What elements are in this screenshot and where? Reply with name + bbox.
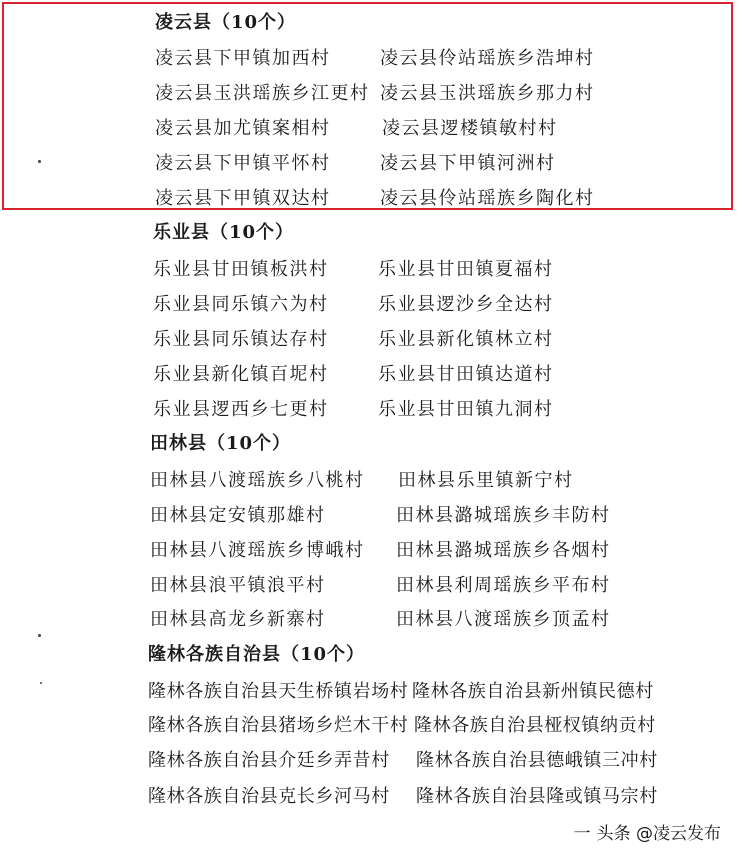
section-title-longlin: 隆林各族自治县（10个）	[148, 644, 366, 665]
village-item: 隆林各族自治县隆或镇马宗村	[416, 786, 658, 807]
village-item: 乐业县同乐镇六为村	[153, 294, 329, 315]
village-item: 凌云县下甲镇加西村	[155, 48, 331, 69]
village-item: 凌云县加尤镇案相村	[155, 118, 331, 139]
watermark-dash: 一	[573, 824, 591, 844]
village-item: 田林县八渡瑶族乡顶孟村	[396, 609, 611, 630]
village-item: 乐业县新化镇百坭村	[153, 364, 329, 385]
village-item: 凌云县伶站瑶族乡浩坤村	[380, 48, 595, 69]
village-item: 乐业县甘田镇板洪村	[153, 259, 329, 280]
village-item: 凌云县玉洪瑶族乡那力村	[380, 83, 595, 104]
village-item: 凌云县伶站瑶族乡陶化村	[380, 188, 595, 209]
scan-dot	[38, 634, 41, 637]
village-item: 乐业县同乐镇达存村	[153, 329, 329, 350]
village-item: 田林县定安镇那雄村	[150, 505, 326, 526]
village-item: 隆林各族自治县克长乡河马村	[148, 786, 390, 807]
section-title-tianlin: 田林县（10个）	[150, 433, 292, 454]
village-item: 隆林各族自治县天生桥镇岩场村	[148, 681, 409, 702]
scan-dot	[38, 160, 41, 163]
village-item: 隆林各族自治县德峨镇三冲村	[416, 750, 658, 771]
village-item: 凌云县下甲镇河洲村	[380, 153, 556, 174]
village-item: 田林县高龙乡新寨村	[150, 609, 326, 630]
village-item: 田林县八渡瑶族乡博峨村	[150, 540, 365, 561]
village-item: 凌云县逻楼镇敏村村	[382, 118, 558, 139]
section-title-leye: 乐业县（10个）	[153, 222, 295, 243]
red-highlight-box	[2, 2, 733, 210]
village-item: 乐业县甘田镇达道村	[378, 364, 554, 385]
village-item: 隆林各族自治县猪场乡烂木干村	[148, 715, 409, 736]
village-item: 乐业县甘田镇九洞村	[378, 399, 554, 420]
watermark-text: 头条 @凌云发布	[596, 824, 721, 844]
village-item: 隆林各族自治县桠杈镇纳贡村	[414, 715, 656, 736]
village-item: 田林县乐里镇新宁村	[398, 470, 574, 491]
village-item: 乐业县逻西乡七更村	[153, 399, 329, 420]
section-title-lingyun: 凌云县（10个）	[155, 12, 297, 33]
village-item: 隆林各族自治县介廷乡弄昔村	[148, 750, 390, 771]
village-item: 乐业县新化镇林立村	[378, 329, 554, 350]
village-item: 乐业县逻沙乡全达村	[378, 294, 554, 315]
village-item: 田林县潞城瑶族乡各烟村	[396, 540, 611, 561]
village-item: 田林县利周瑶族乡平布村	[396, 575, 611, 596]
village-item: 田林县浪平镇浪平村	[150, 575, 326, 596]
village-item: 田林县潞城瑶族乡丰防村	[396, 505, 611, 526]
watermark	[574, 819, 721, 844]
village-item: 田林县八渡瑶族乡八桃村	[150, 470, 365, 491]
village-item: 凌云县玉洪瑶族乡江更村	[155, 83, 370, 104]
scan-dot	[40, 682, 42, 684]
village-item: 乐业县甘田镇夏福村	[378, 259, 554, 280]
village-item: 凌云县下甲镇平怀村	[155, 153, 331, 174]
village-item: 隆林各族自治县新州镇民德村	[412, 681, 654, 702]
village-item: 凌云县下甲镇双达村	[155, 188, 331, 209]
